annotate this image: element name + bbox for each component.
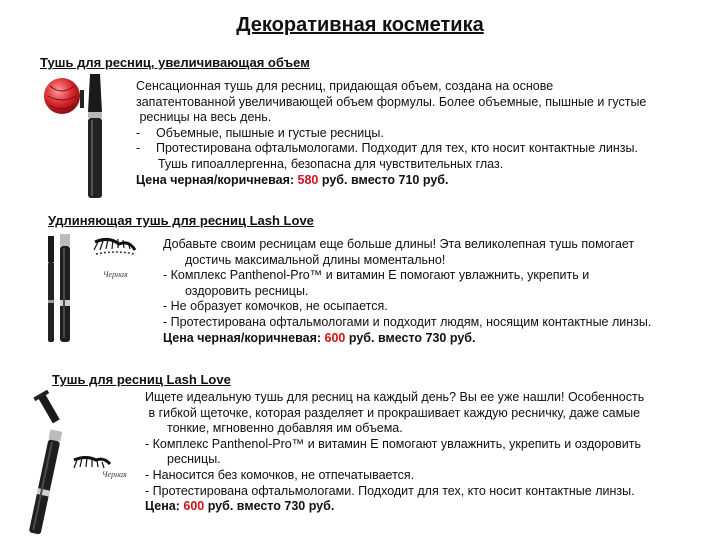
section-2-description: Добавьте своим ресницам еще больше длины! Эта великолепная тушь помогает достичь максимальной длины моментально! - Комплекс Panthenol-Pro™ и витамин E помогают увлажнить, укрепить и оздоровить ресницы. - Не образует комочков, не осыпается. - Протестирована офтальмологами и подходит людям, носящим контактные линзы. Цена черная/коричневая: 600 руб. вместо 730 руб. <box>163 237 652 345</box>
section-2-price: Цена черная/коричневая: 600 руб. вместо 730 руб. <box>163 330 476 345</box>
volume-mascara-image <box>40 72 130 202</box>
bullet-item: - Протестирована офтальмологами. Подходит для тех, кто носит контактные линзы. <box>136 141 638 156</box>
section-2-color-label: Черная <box>103 270 128 279</box>
section-3-heading: Тушь для ресниц Lash Love <box>52 372 231 387</box>
lash-love-mascara-image <box>12 390 122 540</box>
section-1-price: Цена черная/коричневая: 580 руб. вместо 710 руб. <box>136 172 449 187</box>
section-2-heading: Удлиняющая тушь для ресниц Lash Love <box>48 213 314 228</box>
section-1-heading: Тушь для ресниц, увеличивающая объем <box>40 55 310 70</box>
page-title: Декоративная косметика <box>236 14 484 36</box>
bullet-item: - Объемные, пышные и густые ресницы. <box>136 125 384 140</box>
section-3-color-label: Черная <box>102 470 127 479</box>
section-1-description: Сенсационная тушь для ресниц, придающая объем, создана на основе запатентованной увеличивающей объем формулы. Более объемные, пышные и густые ресницы на весь день. - Объемные, пышные и густые ресницы. - Протестирована офтальмологами. Подходит для тех, кто носит контактные линзы. Тушь гипоаллергенна, безопасна для чувствительных глаз. Цена черная/коричневая: 580 руб. вместо 710 руб. <box>136 79 647 187</box>
section-3-price: Цена: 600 руб. вместо 730 руб. <box>145 499 335 514</box>
section-3-description: Ищете идеальную тушь для ресниц на каждый день? Вы ее уже нашли! Особенность в гибкой щеточке, которая разделяет и прокрашивает каждую ресничку, даже самые тонкие, мгновенно добавляя им объема. - Комплекс Panthenol-Pro™ и витамин E помогают увлажнить, укрепить и оздоровить ресницы. - Наносится без комочков, не отпечатывается. - Протестирована офтальмологами. Подходит для тех, кто носит контактные линзы. Цена: 600 руб. вместо 730 руб. <box>145 390 645 514</box>
lash-love-lengthening-mascara-image <box>40 228 150 348</box>
